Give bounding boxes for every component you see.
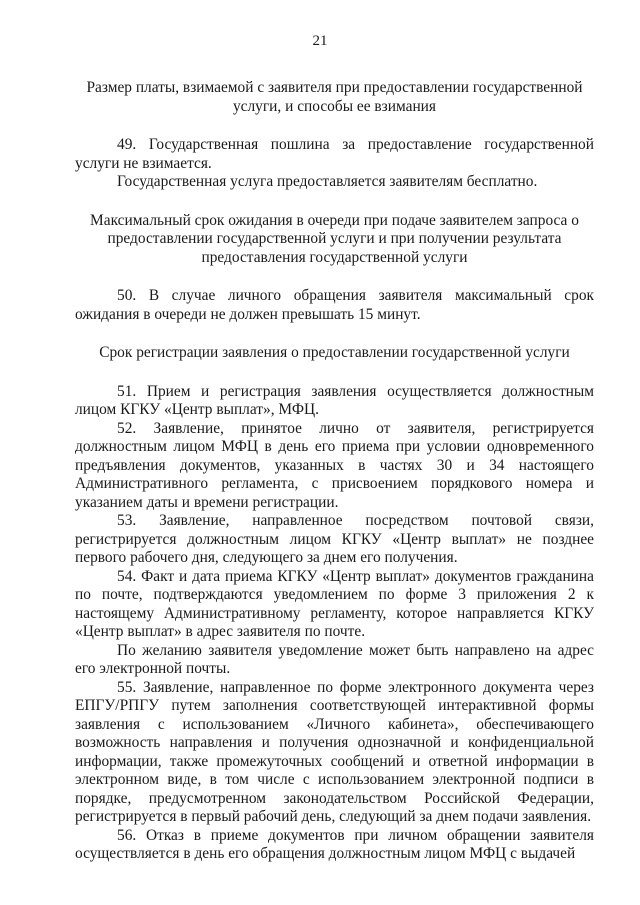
section-heading-fee: Размер платы, взимаемой с заявителя при предоставлении государственной услуги, и способы ее взимания xyxy=(86,79,583,115)
paragraph-55: 55. Заявление, направленное по форме электронного документа через ЕПГУ/РПГУ путем заполнения соответствующей интерактивной формы заявления с использованием «Личного кабинета», обеспечивающего возможность направления и получения однозначной и конфиденциальной информации, также промежуточных сообщений и ответной информации в электронном виде, в том числе с использованием электронной подписи в порядке, предусмотренном законодательством Российской Федерации, регистрируется в первый рабочий день, следующий за днем подачи заявления. xyxy=(75,678,594,825)
paragraph-50: 50. В случае личного обращения заявителя максимальный срок ожидания в очереди не должен превышать 15 минут. xyxy=(75,287,594,323)
section-heading-queue: Максимальный срок ожидания в очереди при подаче заявителем запроса о предоставлении государственной услуги и при получении результата предоставления государственной услуги xyxy=(90,211,579,266)
section-heading-registration: Срок регистрации заявления о предоставлении государственной услуги xyxy=(99,344,570,361)
paragraph-49: 49. Государственная пошлина за предоставление государственной услуги не взимается. xyxy=(75,136,594,172)
paragraph-49-free: Государственная услуга предоставляется заявителям бесплатно. xyxy=(117,173,538,190)
paragraph-54: 54. Факт и дата приема КГКУ «Центр выплат» документов гражданина по почте, подтверждаются уведомлением по форме 3 приложения 2 к настоящему Административному регламенту, которое направляется КГКУ «Центр выплат» в адрес заявителя по почте. xyxy=(75,567,594,640)
page-number: 21 xyxy=(312,33,328,49)
page-content xyxy=(75,79,594,864)
paragraph-51: 51. Прием и регистрация заявления осуществляется должностным лицом КГКУ «Центр выплат», МФЦ. xyxy=(75,382,594,418)
paragraph-52: 52. Заявление, принятое лично от заявителя, регистрируется должностным лицом МФЦ в день его приема при условии одновременного предъявления документов, указанных в частях 30 и 34 настоящего Административного регламента, с присвоением порядкового номера и указанием даты и времени регистрации. xyxy=(75,419,594,511)
paragraph-54-email: По желанию заявителя уведомление может быть направлено на адрес его электронной почты. xyxy=(75,641,594,677)
paragraph-56: 56. Отказ в приеме документов при личном обращении заявителя осуществляется в день его обращения должностным лицом МФЦ с выдачей xyxy=(75,826,594,862)
paragraph-53: 53. Заявление, направленное посредством почтовой связи, регистрируется должностным лицом КГКУ «Центр выплат» не позднее первого рабочего дня, следующего за днем его получения. xyxy=(75,512,594,566)
